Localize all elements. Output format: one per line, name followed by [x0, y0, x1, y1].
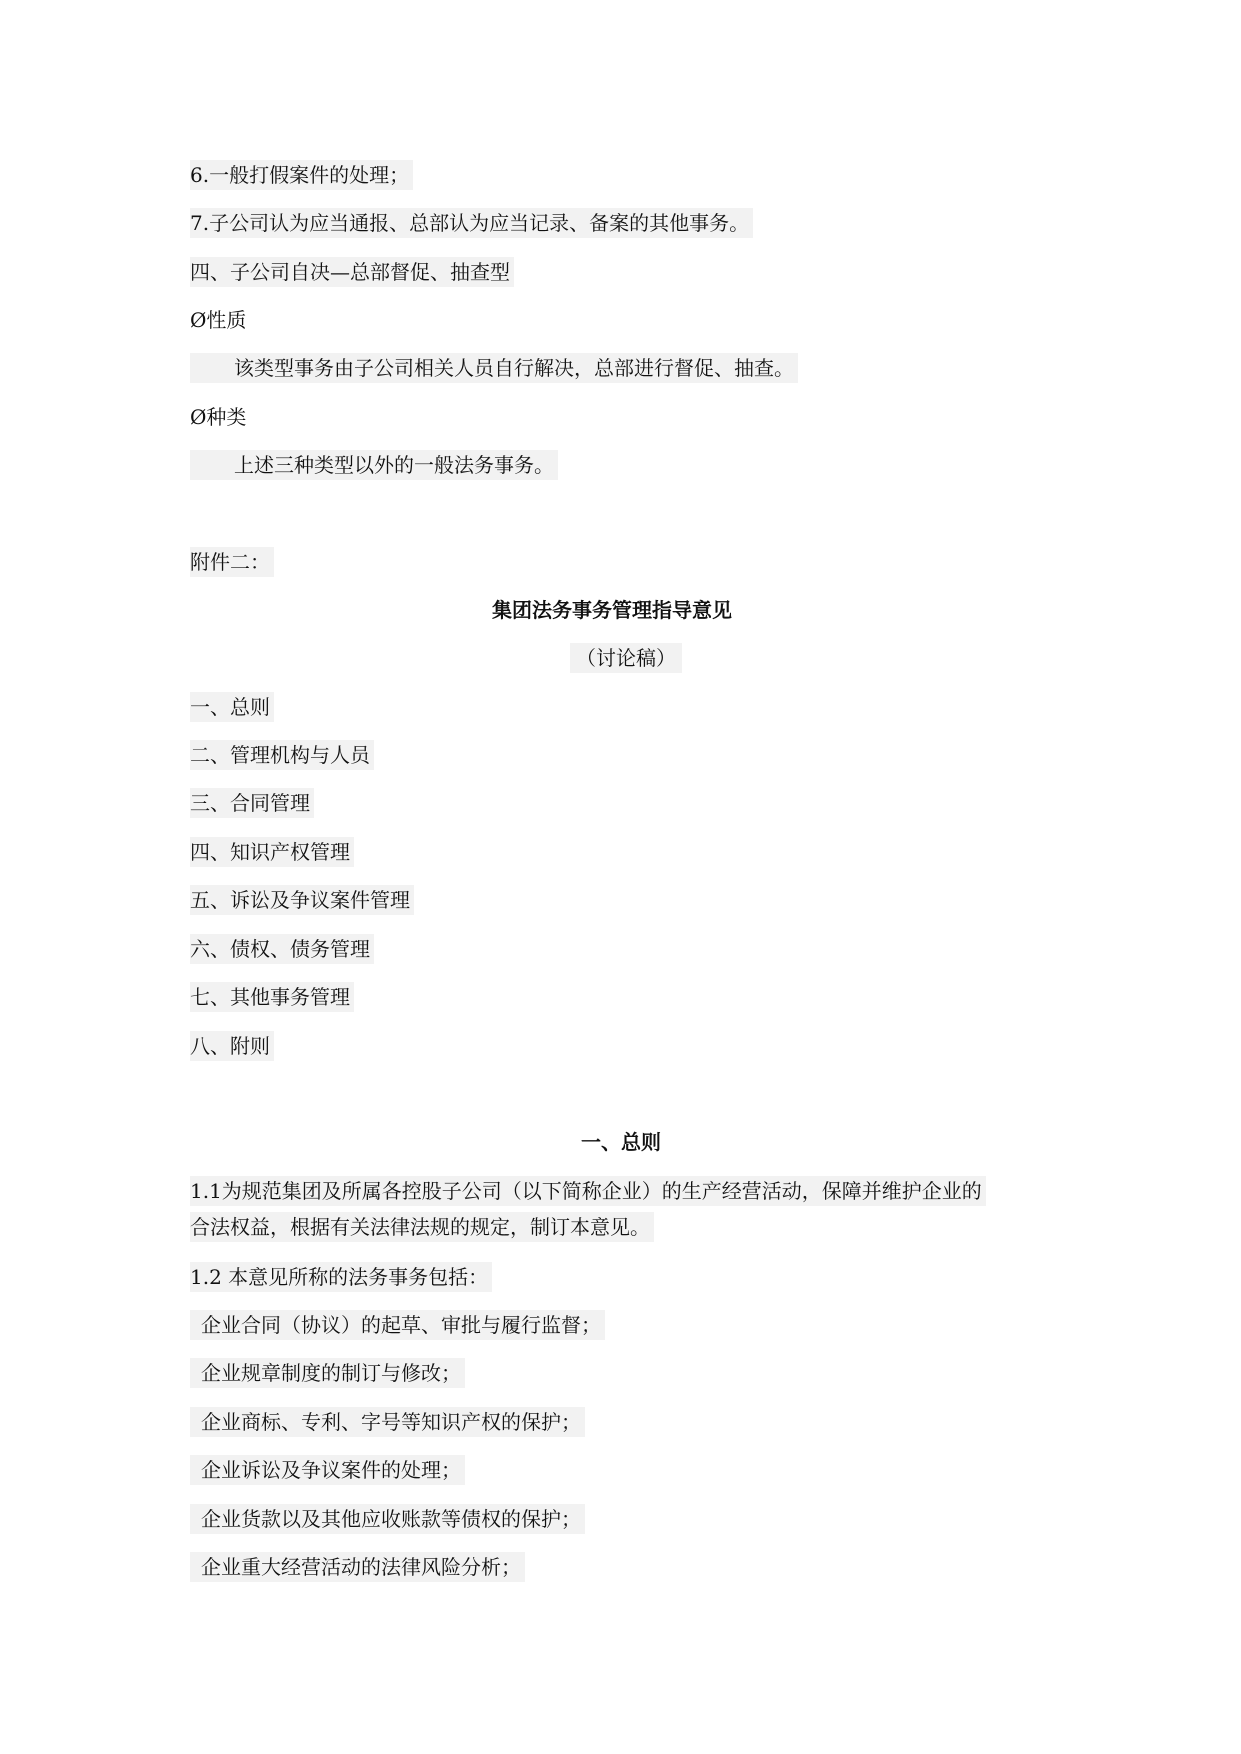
- document-title: 集团法务事务管理指导意见: [492, 598, 732, 622]
- toc-item: 七、其他事务管理: [190, 982, 354, 1012]
- doc-line: 该类型事务由子公司相关人员自行解决，总部进行督促、抽查。: [190, 353, 798, 383]
- paragraph-line: 1.1为规范集团及所属各控股子公司（以下简称企业）的生产经营活动，保障并维护企业的: [190, 1176, 986, 1206]
- paragraph-line: 1.2 本意见所称的法务事务包括：: [190, 1262, 492, 1292]
- document-subtitle: （讨论稿）: [570, 643, 682, 673]
- toc-item: 二、管理机构与人员: [190, 740, 374, 770]
- toc-item: 一、总则: [190, 692, 274, 722]
- doc-line: 四、子公司自决—总部督促、抽查型: [190, 257, 514, 287]
- list-item: 企业规章制度的制订与修改；: [190, 1358, 465, 1388]
- toc-item: 四、知识产权管理: [190, 837, 354, 867]
- list-item: 企业合同（协议）的起草、审批与履行监督；: [190, 1310, 605, 1340]
- doc-line: 7.子公司认为应当通报、总部认为应当记录、备案的其他事务。: [190, 208, 753, 238]
- attachment-label: 附件二：: [190, 547, 274, 577]
- section-heading: 一、总则: [581, 1130, 661, 1154]
- doc-line: Ø种类: [190, 405, 247, 429]
- toc-item: 六、债权、债务管理: [190, 934, 374, 964]
- toc-item: 三、合同管理: [190, 788, 314, 818]
- toc-item: 五、诉讼及争议案件管理: [190, 885, 414, 915]
- list-item: 企业货款以及其他应收账款等债权的保护；: [190, 1504, 585, 1534]
- paragraph-line: 合法权益，根据有关法律法规的规定，制订本意见。: [190, 1212, 654, 1242]
- doc-line: 上述三种类型以外的一般法务事务。: [190, 450, 558, 480]
- doc-line: 6.一般打假案件的处理；: [190, 160, 413, 190]
- list-item: 企业商标、专利、字号等知识产权的保护；: [190, 1407, 585, 1437]
- toc-item: 八、附则: [190, 1031, 274, 1061]
- doc-line: Ø性质: [190, 308, 247, 332]
- list-item: 企业重大经营活动的法律风险分析；: [190, 1552, 525, 1582]
- list-item: 企业诉讼及争议案件的处理；: [190, 1455, 465, 1485]
